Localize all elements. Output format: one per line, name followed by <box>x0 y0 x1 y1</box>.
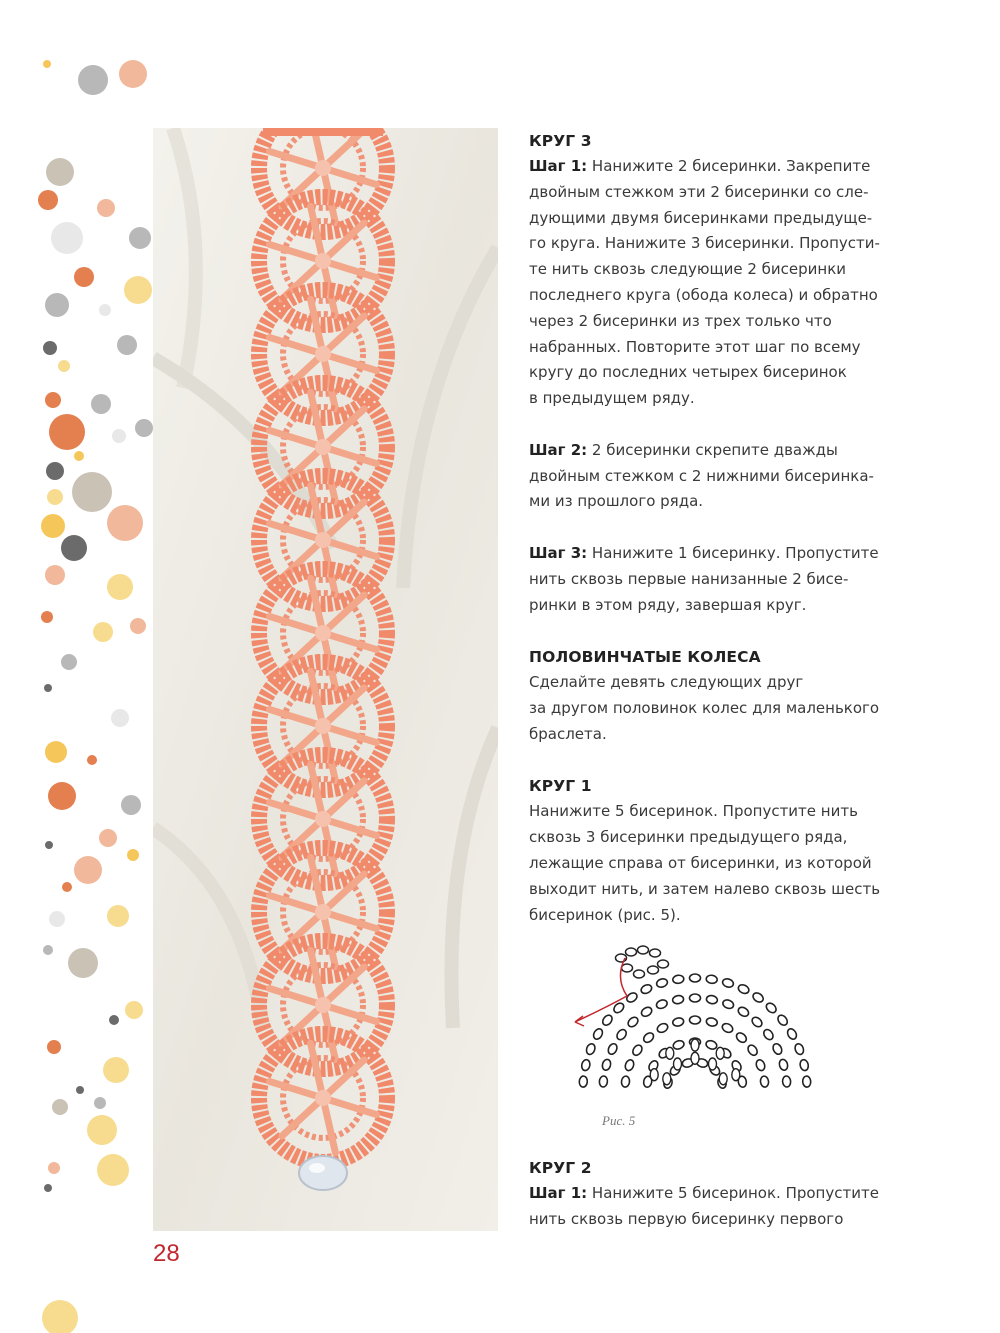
bead-symbol <box>722 978 735 989</box>
bead-symbol <box>624 1059 635 1072</box>
section-krug-3 <box>529 128 884 618</box>
bead-symbol <box>626 1015 640 1028</box>
decorative-dot <box>43 945 53 955</box>
body-paragraph: Сделайте девять следующих друг за другом половинок колес для маленького браслета. <box>529 673 880 743</box>
step-label: Шаг 2: <box>529 440 588 459</box>
bead-symbol <box>799 1059 809 1072</box>
step-paragraph: Шаг 3: Нанижите 1 бисеринку. Пропустите нить сквозь первые нанизанные 2 бисе- ринки в этом ряду, завершая круг. <box>529 543 879 614</box>
decorative-dot <box>61 654 77 670</box>
bead-symbol <box>642 1031 656 1044</box>
bead-symbol <box>706 995 718 1005</box>
bead-symbol <box>615 1028 628 1042</box>
decorative-dot <box>46 158 74 186</box>
decorative-dot <box>52 1099 68 1115</box>
bracelet-edge <box>263 128 383 136</box>
bead-symbol <box>786 1027 798 1041</box>
section-half-wheels <box>529 644 884 747</box>
decorative-dot <box>44 684 52 692</box>
bead-symbol <box>672 995 684 1005</box>
bead-symbol <box>601 1013 614 1027</box>
section-heading: КРУГ 3 <box>529 132 592 150</box>
decorative-dot <box>119 60 147 88</box>
decorative-dot <box>87 755 97 765</box>
bead-pattern-diagram <box>565 938 815 1108</box>
pearl-center <box>315 1090 331 1106</box>
bead-symbol <box>650 949 661 957</box>
body-paragraph: Нанижите 5 бисеринок. Пропустите нить сквозь 3 бисеринки предыдущего ряда, лежащие справа от бисеринки, из которой выходит нить, и затем налево сквозь шесть бисеринок (рис. 5). <box>529 802 881 924</box>
bead-symbol <box>666 1047 674 1059</box>
pearl-center <box>315 625 331 641</box>
decorative-dot <box>76 1086 84 1094</box>
decorative-dot <box>46 462 64 480</box>
bead-symbol <box>631 1043 644 1057</box>
decorative-dot <box>124 276 152 304</box>
decorative-dot <box>45 741 67 763</box>
pearl-center <box>315 718 331 734</box>
pearl-center <box>315 346 331 362</box>
bead-symbol <box>750 1015 764 1028</box>
bead-symbol <box>656 978 669 989</box>
decorative-dot <box>38 190 58 210</box>
bead-symbol <box>672 1017 685 1027</box>
pearl-center <box>315 439 331 455</box>
decorative-dot <box>91 394 111 414</box>
bead-symbol <box>760 1076 769 1088</box>
bead-symbol <box>706 1017 719 1027</box>
bead-symbol <box>674 1058 682 1070</box>
step-label: Шаг 3: <box>529 543 588 562</box>
bead-symbol <box>732 1069 740 1081</box>
decorative-dot <box>107 905 129 927</box>
arrow-head-icon <box>575 1016 584 1026</box>
bead-symbol <box>663 1073 671 1085</box>
step-paragraph: Шаг 1: Нанижите 5 бисеринок. Пропустите нить сквозь первую бисеринку первого <box>529 1184 879 1228</box>
bead-symbol <box>762 1028 775 1042</box>
bead-symbol <box>648 966 659 974</box>
bead-symbol <box>709 1058 717 1070</box>
decorative-dot <box>74 267 94 287</box>
decorative-dot <box>130 618 146 634</box>
bead-symbol <box>691 1052 699 1064</box>
bead-symbol <box>706 975 718 985</box>
decorative-dot <box>43 341 57 355</box>
decorative-dot <box>97 199 115 217</box>
decorative-dot <box>41 514 65 538</box>
decorative-dot <box>127 849 139 861</box>
decorative-dot <box>117 335 137 355</box>
bead-symbol <box>776 1013 789 1027</box>
section-heading: ПОЛОВИНЧАТЫЕ КОЛЕСА <box>529 648 761 667</box>
decorative-dot <box>112 429 126 443</box>
bead-symbol <box>579 1076 588 1088</box>
figure-caption: Рис. 5 <box>602 1113 636 1128</box>
bead-symbol <box>640 1006 654 1019</box>
decorative-dot <box>99 304 111 316</box>
step-paragraph: Шаг 1: Нанижите 2 бисеринки. Закрепите двойным стежком эти 2 бисеринки со сле- дующими двумя бисеринками предыдуще- го круга. Нанижите 3 бисеринки. Пропусти- те нить сквозь следующие 2 бисеринки последнего круга (обода колеса) и обратно через 2 бисеринки из трех только что набранных. Повторите этот шаг по всему кругу до последних четырех бисеринок в предыдущем ряду. <box>529 157 880 408</box>
decorative-dot <box>97 1154 129 1186</box>
bead-symbol <box>751 991 765 1004</box>
decorative-dot <box>43 60 51 68</box>
section-krug-1 <box>529 773 884 928</box>
bead-symbol <box>764 1001 778 1014</box>
bead-symbol <box>690 974 701 982</box>
decorative-dot <box>78 65 108 95</box>
decorative-dot <box>45 841 53 849</box>
decorative-dot <box>109 1015 119 1025</box>
bead-symbol <box>755 1059 766 1072</box>
decorative-dot <box>49 414 85 450</box>
decorative-dot <box>48 1162 60 1174</box>
bead-symbol <box>721 1022 734 1034</box>
decorative-dot <box>135 419 153 437</box>
bead-symbol <box>650 1069 658 1081</box>
page-number: 28 <box>153 1240 180 1267</box>
bead-symbol <box>626 948 637 956</box>
decorative-dot <box>61 535 87 561</box>
decorative-dot <box>99 829 117 847</box>
bead-symbol <box>716 1047 724 1059</box>
bead-symbol <box>719 1073 727 1085</box>
bead-symbol <box>625 991 639 1004</box>
bead-symbol <box>622 964 633 972</box>
pearl-center <box>315 253 331 269</box>
clasp-highlight <box>309 1163 325 1173</box>
decorative-dot <box>45 392 61 408</box>
decorative-dot <box>93 622 113 642</box>
bead-symbol <box>672 1039 685 1050</box>
bead-symbol <box>640 983 653 995</box>
decorative-dot <box>74 856 102 884</box>
bead-symbol <box>737 1006 751 1019</box>
decorative-dot <box>129 227 151 249</box>
bead-symbol <box>737 983 750 995</box>
decorative-dots-border <box>0 0 160 1333</box>
decorative-dot <box>72 472 112 512</box>
bead-symbol <box>638 946 649 954</box>
bead-symbol <box>634 970 645 978</box>
bead-symbol <box>656 1022 669 1034</box>
decorative-dot <box>62 882 72 892</box>
bead-symbol <box>690 994 701 1002</box>
decorative-dot <box>68 948 98 978</box>
bead-symbol <box>771 1042 783 1055</box>
bead-symbol <box>655 998 668 1009</box>
decorative-dot <box>42 1300 78 1333</box>
step-paragraph: Шаг 2: 2 бисеринки скрепите дважды двойным стежком с 2 нижними бисеринка- ми из прошлого ряда. <box>529 440 874 511</box>
bead-symbol <box>607 1042 619 1055</box>
bead-symbol <box>746 1043 759 1057</box>
bead-symbol <box>621 1076 630 1088</box>
bead-symbol <box>802 1076 811 1088</box>
bead-symbol <box>722 998 735 1009</box>
step-label: Шаг 1: <box>529 1184 588 1202</box>
bead-symbol <box>592 1027 604 1041</box>
bead-symbol <box>782 1076 791 1088</box>
decorative-dot <box>107 574 133 600</box>
bracelet-photo <box>153 128 498 1231</box>
decorative-dot <box>47 1040 61 1054</box>
pearl-center <box>315 997 331 1013</box>
crystal-button-clasp <box>299 1156 347 1190</box>
decorative-dot <box>74 451 84 461</box>
bead-symbol <box>705 1039 718 1050</box>
decorative-dot <box>125 1001 143 1019</box>
decorative-dot <box>58 360 70 372</box>
pearl-center <box>315 532 331 548</box>
step-label: Шаг 1: <box>529 157 588 175</box>
section-heading: КРУГ 1 <box>529 777 592 796</box>
decorative-dot <box>111 709 129 727</box>
decorative-dot <box>45 565 65 585</box>
decorative-dot <box>103 1057 129 1083</box>
bead-symbol <box>599 1076 608 1088</box>
decorative-dot <box>45 293 69 317</box>
bead-symbol <box>581 1059 591 1072</box>
section-heading: КРУГ 2 <box>529 1159 592 1177</box>
decorative-dot <box>87 1115 117 1145</box>
decorative-dot <box>47 489 63 505</box>
bead-symbol <box>690 1016 701 1024</box>
bead-symbol <box>658 960 669 968</box>
decorative-dot <box>107 505 143 541</box>
decorative-dot <box>44 1184 52 1192</box>
decorative-dot <box>41 611 53 623</box>
decorative-dot <box>49 911 65 927</box>
pearl-center <box>315 904 331 920</box>
pearl-center <box>315 811 331 827</box>
decorative-dot <box>48 782 76 810</box>
bead-symbol <box>794 1043 805 1056</box>
bead-symbol <box>778 1058 789 1071</box>
bead-symbol <box>585 1043 596 1056</box>
bead-symbol <box>601 1058 612 1071</box>
decorative-dot <box>94 1097 106 1109</box>
decorative-dot <box>51 222 83 254</box>
bead-symbol <box>735 1031 749 1044</box>
text-column <box>529 128 884 928</box>
bead-symbol <box>691 1039 699 1051</box>
pearl-center <box>315 160 331 176</box>
bead-symbol <box>672 975 684 985</box>
decorative-dot <box>121 795 141 815</box>
section-krug-2 <box>529 1155 884 1233</box>
